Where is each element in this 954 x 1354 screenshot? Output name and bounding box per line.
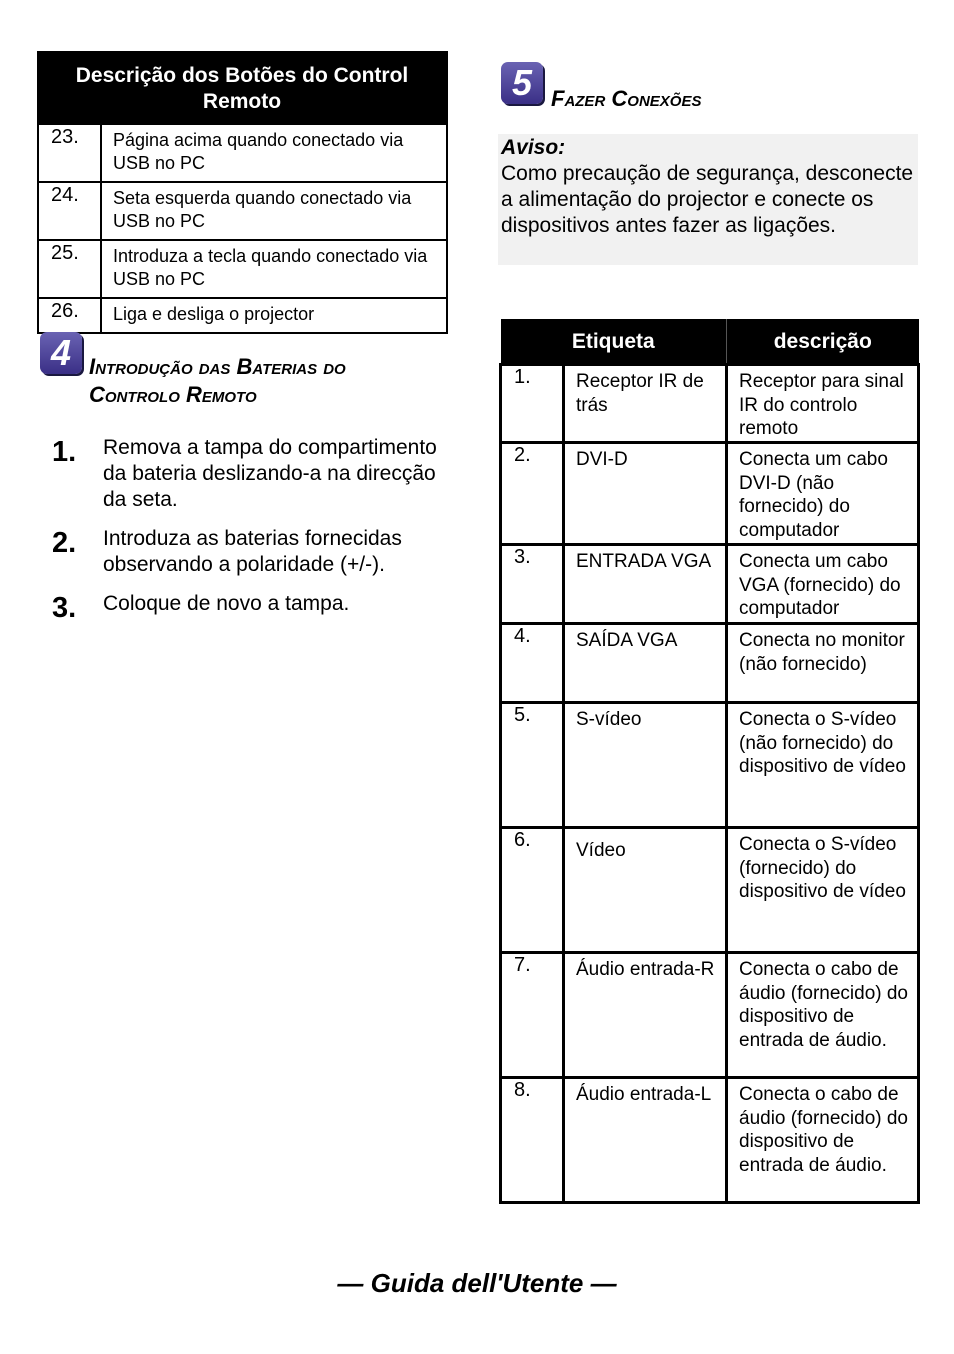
- row-description: Conecta o S-vídeo (fornecido) do dispositivo de vídeo: [727, 828, 919, 953]
- section-4-badge: 4: [40, 332, 82, 374]
- notice-text: Como precaução de segurança, desconecte a alimentação do projector e conecte os dispositivos antes fazer as ligações.: [501, 162, 914, 237]
- row-number: 5.: [501, 703, 564, 828]
- section-4-title-line1: Introdução das Baterias do: [89, 354, 346, 379]
- table-row: [501, 443, 919, 545]
- section-5-badge: 5: [501, 62, 543, 104]
- row-label: Receptor IR de trás: [564, 365, 727, 443]
- row-label: S-vídeo: [564, 703, 727, 828]
- battery-steps-list: [52, 435, 442, 630]
- row-number: 1.: [501, 365, 564, 443]
- remote-table-header: Descrição dos Botões do Control Remoto: [38, 52, 447, 124]
- list-item: [52, 526, 442, 578]
- step-number: 3.: [52, 592, 77, 624]
- row-description: Conecta o S-vídeo (não fornecido) do dispositivo de vídeo: [727, 703, 919, 828]
- row-number: 2.: [501, 443, 564, 545]
- connections-table: [499, 319, 920, 1204]
- row-description: Conecta o cabo de áudio (fornecido) do dispositivo de entrada de áudio.: [727, 953, 919, 1078]
- list-item: [52, 435, 442, 513]
- list-item: [52, 591, 442, 624]
- row-description: Conecta um cabo VGA (fornecido) do computador: [727, 545, 919, 624]
- row-text: Página acima quando conectado via USB no PC: [101, 124, 447, 182]
- step-text: Coloque de novo a tampa.: [103, 592, 350, 615]
- section-4-title-line2: Controlo Remoto: [89, 382, 257, 407]
- row-number: 24.: [38, 182, 101, 240]
- row-label: DVI-D: [564, 443, 727, 545]
- warning-notice: [498, 134, 918, 265]
- table-row: [501, 703, 919, 828]
- table-row: [38, 298, 447, 333]
- step-number: 1.: [52, 436, 77, 468]
- table-row: [38, 240, 447, 298]
- row-number: 6.: [501, 828, 564, 953]
- row-number: 3.: [501, 545, 564, 624]
- row-label: Vídeo: [564, 828, 727, 953]
- row-number: 23.: [38, 124, 101, 182]
- table-row: [501, 1078, 919, 1203]
- table-row: [501, 624, 919, 703]
- step-text: Introduza as baterias fornecidas observando a polaridade (+/-).: [103, 527, 402, 576]
- table-row: [501, 828, 919, 953]
- row-text: Liga e desliga o projector: [101, 298, 447, 333]
- row-text: Seta esquerda quando conectado via USB no PC: [101, 182, 447, 240]
- row-description: Conecta o cabo de áudio (fornecido) do dispositivo de entrada de áudio.: [727, 1078, 919, 1203]
- row-label: ENTRADA VGA: [564, 545, 727, 624]
- column-header-label: Etiqueta: [501, 319, 727, 365]
- section-4-title: [89, 353, 449, 409]
- remote-buttons-table: [37, 51, 448, 334]
- notice-title: Aviso:: [501, 136, 566, 159]
- row-description: Conecta no monitor (não fornecido): [727, 624, 919, 703]
- row-number: 7.: [501, 953, 564, 1078]
- section-5-title: Fazer Conexões: [551, 86, 702, 111]
- row-number: 25.: [38, 240, 101, 298]
- row-number: 8.: [501, 1078, 564, 1203]
- table-row: [501, 545, 919, 624]
- step-number: 2.: [52, 527, 77, 559]
- row-text: Introduza a tecla quando conectado via USB no PC: [101, 240, 447, 298]
- table-row: [38, 182, 447, 240]
- table-row: [38, 124, 447, 182]
- row-number: 4.: [501, 624, 564, 703]
- row-number: 26.: [38, 298, 101, 333]
- row-description: Conecta um cabo DVI-D (não fornecido) do computador: [727, 443, 919, 545]
- table-row: [501, 365, 919, 443]
- step-text: Remova a tampa do compartimento da bateria deslizando-a na direcção da seta.: [103, 436, 437, 511]
- column-header-description: descrição: [727, 319, 919, 365]
- row-description: Receptor para sinal IR do controlo remoto: [727, 365, 919, 443]
- page-footer: — Guida dell'Utente —: [337, 1268, 617, 1298]
- row-label: Áudio entrada-R: [564, 953, 727, 1078]
- table-row: [501, 953, 919, 1078]
- row-label: Áudio entrada-L: [564, 1078, 727, 1203]
- row-label: SAÍDA VGA: [564, 624, 727, 703]
